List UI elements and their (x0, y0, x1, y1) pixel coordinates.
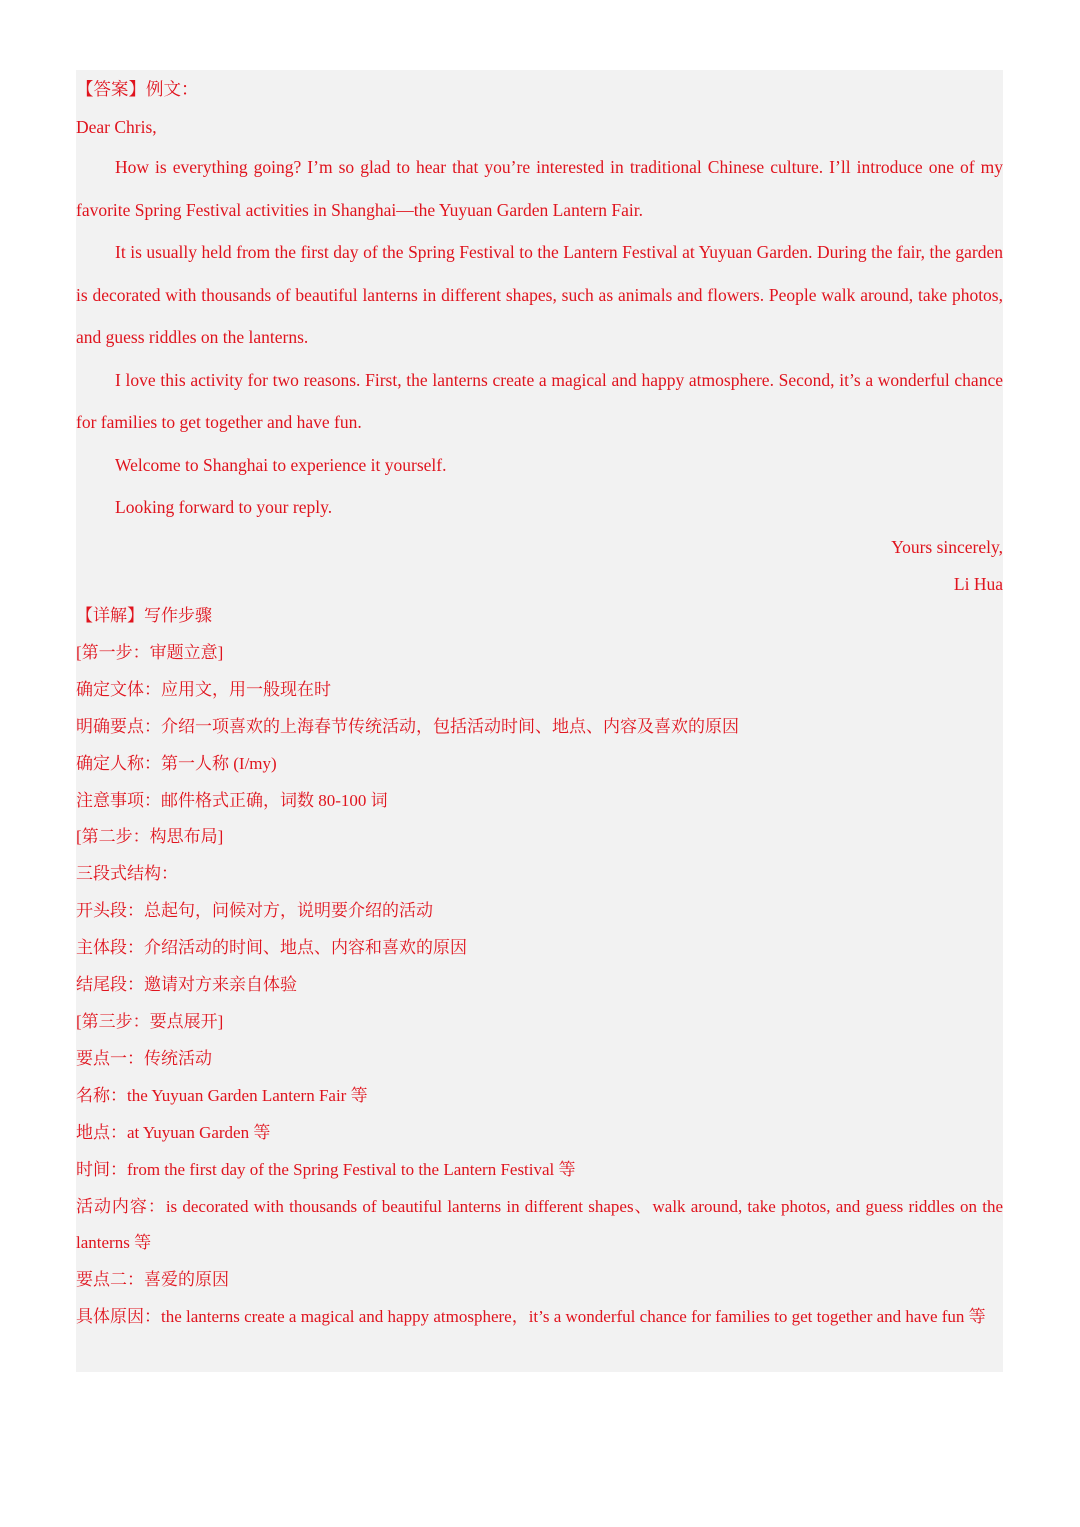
step3-content: 活动内容：is decorated with thousands of beautiful lanterns in different shapes、walk around, take photos, and guess riddles on the lanterns 等 (76, 1196, 1003, 1253)
writing-steps (76, 598, 1003, 1336)
essay-paragraph-5: Looking forward to your reply. (115, 497, 333, 517)
step3-name: 名称：the Yuyuan Garden Lantern Fair 等 (76, 1085, 368, 1105)
letter-closing: Yours sincerely, (891, 536, 1003, 557)
step2-ending: 结尾段：邀请对方来亲自体验 (76, 975, 297, 995)
step2-title: [第二步：构思布局] (76, 827, 224, 847)
essay-paragraph-3: I love this activity for two reasons. First, the lanterns create a magical and happy atmosphere. Second, it’s a wonderful chance for families to get together and have fun. (76, 369, 1003, 432)
step2-structure: 三段式结构： (76, 864, 178, 884)
step1-genre: 确定文体：应用文，用一般现在时 (76, 679, 331, 699)
step3-place: 地点：at Yuyuan Garden 等 (76, 1122, 271, 1142)
step3-time: 时间：from the first day of the Spring Festival to the Lantern Festival 等 (76, 1159, 576, 1179)
step1-notes: 注意事项：邮件格式正确，词数 80-100 词 (76, 790, 388, 810)
answer-sheet (76, 70, 1003, 1372)
step3-reasons: 具体原因：the lanterns create a magical and happy atmosphere，it’s a wonderful chance for families to get together and have fun 等 (76, 1307, 986, 1327)
step1-points: 明确要点：介绍一项喜欢的上海春节传统活动，包括活动时间、地点、内容及喜欢的原因 (76, 716, 739, 736)
step2-body: 主体段：介绍活动的时间、地点、内容和喜欢的原因 (76, 938, 467, 958)
letter-greeting: Dear Chris, (76, 117, 157, 137)
step3-point1: 要点一：传统活动 (76, 1048, 212, 1068)
essay-paragraph-1: How is everything going? I’m so glad to hear that you’re interested in traditional Chinese culture. I’ll introduce one of my favorite Spring Festival activities in Shanghai—the Yuyuan Garden Lantern Fair. (76, 157, 1003, 220)
step1-person: 确定人称：第一人称 (I/my) (76, 753, 277, 773)
explanation-heading: 【详解】写作步骤 (76, 606, 212, 625)
step3-point2: 要点二：喜爱的原因 (76, 1270, 229, 1290)
essay-paragraph-2: It is usually held from the first day of the Spring Festival to the Lantern Festival at Yuyuan Garden. During the fair, the garden is decorated with thousands of beautiful lanterns in different shapes, such as animals and flowers. People walk around, take photos, and guess riddles on the lanterns. (76, 242, 1003, 347)
answer-heading: 【答案】例文： (76, 79, 199, 99)
sample-essay (76, 70, 1003, 603)
step2-opening: 开头段：总起句，问候对方，说明要介绍的活动 (76, 901, 433, 921)
letter-signature: Li Hua (953, 573, 1003, 594)
step3-title: [第三步：要点展开] (76, 1011, 224, 1031)
essay-paragraph-4: Welcome to Shanghai to experience it yourself. (115, 454, 447, 475)
step1-title: [第一步：审题立意] (76, 642, 224, 662)
